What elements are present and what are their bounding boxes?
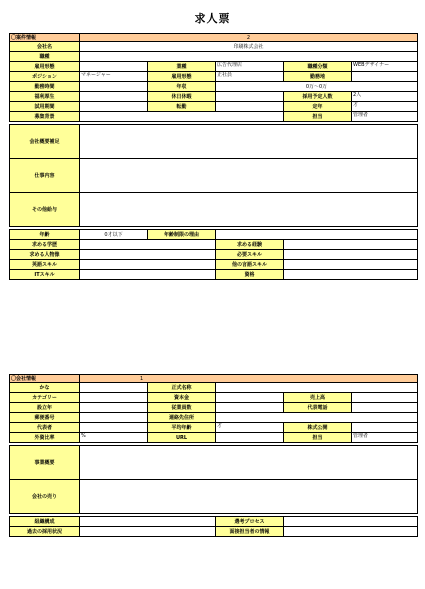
age-reason-label: 年齢制限の理由 xyxy=(148,230,216,240)
salary-value[interactable]: 0万〜0万 xyxy=(216,82,418,92)
company-person-in-charge-value[interactable]: 管理者 xyxy=(352,433,418,443)
job-description-value[interactable] xyxy=(80,159,418,193)
person-in-charge-value[interactable]: 管理者 xyxy=(352,112,418,122)
age-reason-value[interactable] xyxy=(216,230,418,240)
employment-type2-label: 雇用形態 xyxy=(148,72,216,82)
english-skill-value[interactable] xyxy=(80,260,216,270)
education-value[interactable] xyxy=(80,240,216,250)
page-title: 求人票 xyxy=(194,12,231,25)
past-hiring-label: 過去の採用状況 xyxy=(10,527,80,537)
sales-label: 売上高 xyxy=(284,393,352,403)
hire-count-value[interactable]: 2人 xyxy=(352,92,418,102)
transfer-value[interactable] xyxy=(216,102,284,112)
experience-value[interactable] xyxy=(284,240,418,250)
trial-period-label: 試用期間 xyxy=(10,102,80,112)
section-number: 2 xyxy=(80,34,418,42)
selling-point-label: 会社の売り xyxy=(10,480,80,514)
public-listing-value[interactable] xyxy=(352,423,418,433)
retirement-value[interactable]: 才 xyxy=(352,102,418,112)
representative-value[interactable] xyxy=(80,423,148,433)
age-value[interactable]: 0才以下 xyxy=(80,230,148,240)
employees-label: 従業員数 xyxy=(148,403,216,413)
selection-process-value[interactable] xyxy=(284,517,418,527)
interviewer-info-label: 面接担当者の情報 xyxy=(216,527,284,537)
holidays-label: 休日休暇 xyxy=(148,92,216,102)
foreign-ratio-value[interactable]: % xyxy=(80,433,148,443)
retirement-label: 定年 xyxy=(284,102,352,112)
age-label: 年齢 xyxy=(10,230,80,240)
company-name-value[interactable]: 印刷株式会社 xyxy=(80,42,418,52)
representative-label: 代表者 xyxy=(10,423,80,433)
other-salary-value[interactable] xyxy=(80,193,418,227)
foreign-ratio-label: 外資比率 xyxy=(10,433,80,443)
company-overview-extra-label: 会社概要補足 xyxy=(10,125,80,159)
company-overview-extra-value[interactable] xyxy=(80,125,418,159)
required-skill-label: 必要スキル xyxy=(216,250,284,260)
selection-process-label: 選考プロセス xyxy=(216,517,284,527)
license-label: 資格 xyxy=(216,270,284,280)
capital-label: 資本金 xyxy=(148,393,216,403)
main-phone-label: 代表電話 xyxy=(284,403,352,413)
capital-value[interactable] xyxy=(216,393,284,403)
recruit-background-label: 募集背景 xyxy=(10,112,80,122)
url-label: URL xyxy=(148,433,216,443)
persona-label: 求める人物像 xyxy=(10,250,80,260)
position-value[interactable]: マネージャー xyxy=(80,72,148,82)
contact-address-label: 連絡先住所 xyxy=(148,413,216,423)
english-skill-label: 英語スキル xyxy=(10,260,80,270)
category-value[interactable] xyxy=(80,393,148,403)
job-title-label: 職種 xyxy=(10,52,80,62)
business-overview-label: 事業概要 xyxy=(10,446,80,480)
org-structure-value[interactable] xyxy=(80,517,216,527)
holidays-value[interactable] xyxy=(216,92,284,102)
url-value[interactable] xyxy=(216,433,284,443)
public-listing-label: 株式公開 xyxy=(284,423,352,433)
industry-label: 業種 xyxy=(148,62,216,72)
salary-label: 年収 xyxy=(148,82,216,92)
work-hours-label: 勤務時間 xyxy=(10,82,80,92)
it-skill-value[interactable] xyxy=(80,270,216,280)
established-value[interactable] xyxy=(80,403,148,413)
company-name-label: 会社名 xyxy=(10,42,80,52)
work-location-label: 勤務地 xyxy=(284,72,352,82)
license-value[interactable] xyxy=(284,270,418,280)
position-label: ポジション xyxy=(10,72,80,82)
recruit-background-value[interactable] xyxy=(80,112,284,122)
industry-value[interactable]: 広告代理店 xyxy=(216,62,284,72)
kana-label: かな xyxy=(10,383,80,393)
formal-name-label: 正式名称 xyxy=(148,383,216,393)
past-hiring-value[interactable] xyxy=(80,527,216,537)
education-label: 求める学歴 xyxy=(10,240,80,250)
persona-value[interactable] xyxy=(80,250,216,260)
employees-value[interactable] xyxy=(216,403,284,413)
work-hours-value[interactable] xyxy=(80,82,148,92)
job-description-label: 仕事内容 xyxy=(10,159,80,193)
other-language-label: 他の言語スキル xyxy=(216,260,284,270)
employment-type-value[interactable] xyxy=(80,62,148,72)
other-language-value[interactable] xyxy=(284,260,418,270)
business-overview-value[interactable] xyxy=(80,446,418,480)
benefits-label: 福利厚生 xyxy=(10,92,80,102)
work-location-value[interactable] xyxy=(352,72,418,82)
average-age-label: 平均年齢 xyxy=(148,423,216,433)
required-skill-value[interactable] xyxy=(284,250,418,260)
zip-value[interactable] xyxy=(80,413,148,423)
trial-period-value[interactable] xyxy=(80,102,148,112)
case-info-table xyxy=(9,33,418,280)
other-salary-label: その他給与 xyxy=(10,193,80,227)
employment-type-label: 雇用形態 xyxy=(10,62,80,72)
established-label: 設立年 xyxy=(10,403,80,413)
org-structure-label: 組織構成 xyxy=(10,517,80,527)
hire-count-label: 採用予定人数 xyxy=(284,92,352,102)
selling-point-value[interactable] xyxy=(80,480,418,514)
average-age-value[interactable]: 才 xyxy=(216,423,284,433)
job-category-label: 職種分類 xyxy=(284,62,352,72)
section-header: 〇案件情報 xyxy=(10,34,80,42)
sales-value[interactable] xyxy=(352,393,418,403)
section-header: 〇会社情報 xyxy=(10,375,80,383)
kana-value[interactable] xyxy=(80,383,148,393)
employment-type2-value[interactable]: 正社員 xyxy=(216,72,284,82)
main-phone-value[interactable] xyxy=(352,403,418,413)
section-number: 1 xyxy=(80,375,418,383)
company-info-table xyxy=(9,374,418,537)
contact-address-value[interactable] xyxy=(216,413,418,423)
company-person-in-charge-label: 担当 xyxy=(284,433,352,443)
transfer-label: 転勤 xyxy=(148,102,216,112)
formal-name-value[interactable] xyxy=(216,383,418,393)
interviewer-info-value[interactable] xyxy=(284,527,418,537)
job-title-value[interactable] xyxy=(80,52,418,62)
zip-label: 郵便番号 xyxy=(10,413,80,423)
experience-label: 求める経験 xyxy=(216,240,284,250)
it-skill-label: ITスキル xyxy=(10,270,80,280)
job-category-value[interactable]: WEBデザイナー xyxy=(352,62,418,72)
category-label: カテゴリー xyxy=(10,393,80,403)
person-in-charge-label: 担当 xyxy=(284,112,352,122)
benefits-value[interactable] xyxy=(80,92,148,102)
